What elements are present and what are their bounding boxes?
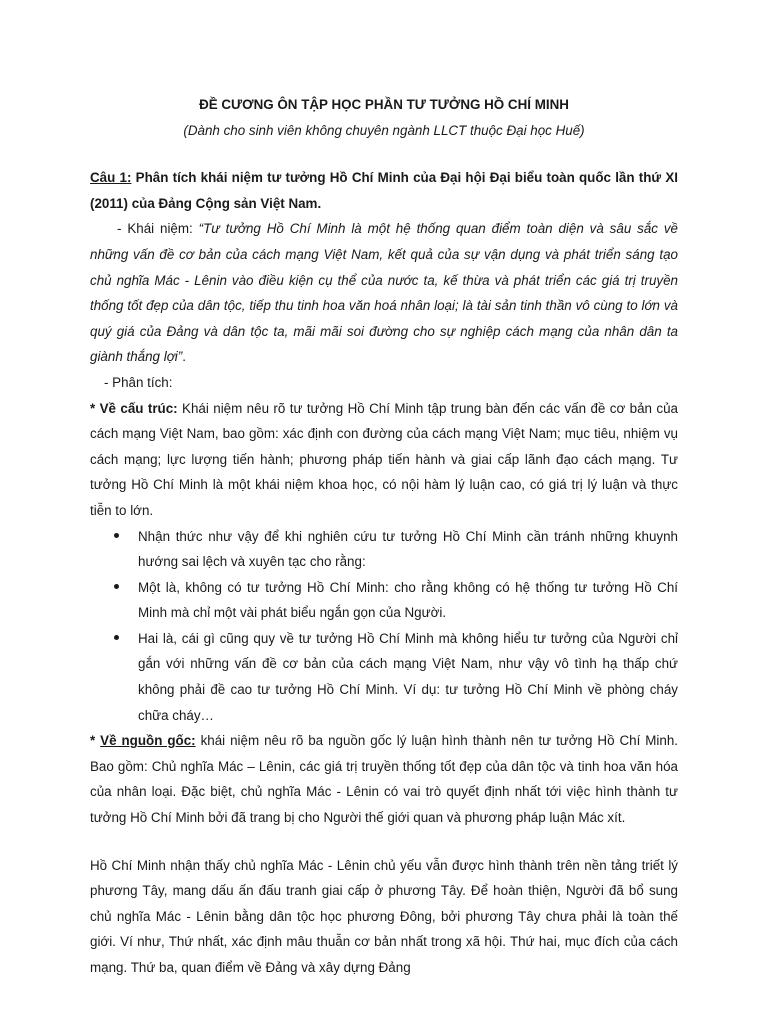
bullet-text: Một là, không có tư tưởng Hồ Chí Minh: cho rằng không có hệ thống tư tưởng Hồ Chí Minh mà chỉ một vài phát biểu ngắn gọn của Người.: [138, 579, 678, 621]
document-subtitle: (Dành cho sinh viên không chuyên ngành LLCT thuộc Đại học Huế): [183, 122, 585, 138]
origin-text: khái niệm nêu rõ ba nguồn gốc lý luận hình thành nên tư tưởng Hồ Chí Minh. Bao gồm: Chủ nghĩa Mác – Lênin, các giá trị truyền thống tốt đẹp của dân tộc và tinh hoa văn hóa của nhân loại. Đặc biệt, chủ nghĩa Mác - Lênin có vai trò quyết định nhất tới việc hình thành tư tưởng Hồ Chí Minh bởi đã trang bị cho Người thế giới quan và phương pháp luận Mác xít.: [90, 733, 679, 826]
question-paragraph: [90, 165, 678, 216]
definition-lead: - Khái niệm:: [117, 221, 199, 237]
document-title: ĐỀ CƯƠNG ÔN TẬP HỌC PHẦN TƯ TƯỞNG HỒ CHÍ MINH: [199, 97, 569, 112]
definition-quote: “Tư tưởng Hồ Chí Minh là một hệ thống quan điểm toàn diện và sâu sắc về những vấn đề cơ bản của cách mạng Việt Nam, kết quả của sự vận dụng và phát triển sáng tạo chủ nghĩa Mác - Lênin vào điều kiện cụ thể của nước ta, kế thừa và phát triển các giá trị truyền thống tốt đẹp của dân tộc, tiếp thu tinh hoa văn hoá nhân loại; là tài sản tinh thần vô cùng to lớn và quý giá của Đảng và dân tộc ta, mãi mãi soi đường cho sự nghiệp cách mạng của nhân dân ta giành thắng lợi”: [90, 221, 678, 365]
origin-label: Về nguồn gốc:: [100, 733, 196, 749]
list-item: [90, 626, 678, 728]
bullet-icon: [114, 584, 119, 589]
definition-end: .: [182, 349, 186, 365]
structure-text: Khái niệm nêu rõ tư tưởng Hồ Chí Minh tập trung bàn đến các vấn đề cơ bản của cách mạng Việt Nam, bao gồm: xác định con đường của cách mạng Việt Nam; mục tiêu, nhiệm vụ cách mạng; lực lượng tiến hành; phương pháp tiến hành và giai cấp lãnh đạo cách mạng. Tư tưởng Hồ Chí Minh là một khái niệm khoa học, có nội hàm lý luận cao, có giá trị lý luận và thực tiễn to lớn.: [90, 400, 678, 518]
structure-paragraph: [90, 396, 678, 524]
question-label: Câu 1:: [90, 170, 132, 186]
bullet-icon: [114, 533, 119, 538]
origin-paragraph: [90, 728, 678, 830]
bullet-text: Nhận thức như vậy để khi nghiên cứu tư tưởng Hồ Chí Minh cần tránh những khuynh hướng sai lệch và xuyên tạc cho rằng:: [138, 528, 678, 570]
definition-paragraph: [90, 216, 678, 370]
structure-label: * Về cấu trúc:: [90, 400, 178, 416]
analysis-label: - Phân tích:: [104, 374, 173, 390]
list-item: [90, 575, 678, 626]
bullet-list: [90, 524, 678, 729]
question-text: Phân tích khái niệm tư tưởng Hồ Chí Minh của Đại hội Đại biểu toàn quốc lần thứ XI (2011) của Đảng Cộng sản Việt Nam.: [90, 170, 678, 211]
bullet-text: Hai là, cái gì cũng quy về tư tưởng Hồ Chí Minh mà không hiểu tư tưởng của Người chỉ gắn với những vấn đề cơ bản của cách mạng Việt Nam, như vậy vô tình hạ thấp chứ không phải đề cao tư tưởng Hồ Chí Minh. Ví dụ: tư tưởng Hồ Chí Minh về phòng cháy chữa cháy…: [138, 630, 678, 723]
document-body: [90, 92, 678, 981]
bullet-icon: [114, 635, 119, 640]
closing-paragraph: Hồ Chí Minh nhận thấy chủ nghĩa Mác - Lênin chủ yếu vẫn được hình thành trên nền tảng triết lý phương Tây, mang dấu ấn đấu tranh giai cấp ở phương Tây. Để hoàn thiện, Người đã bổ sung chủ nghĩa Mác - Lênin bằng dân tộc học phương Đông, bởi phương Tây chưa phải là toàn thế giới. Ví như, Thứ nhất, xác định mâu thuẫn cơ bản nhất trong xã hội. Thứ hai, mục đích của cách mạng. Thứ ba, quan điểm về Đảng và xây dựng Đảng: [90, 857, 678, 975]
list-item: [90, 524, 678, 575]
origin-prefix: *: [90, 733, 101, 749]
